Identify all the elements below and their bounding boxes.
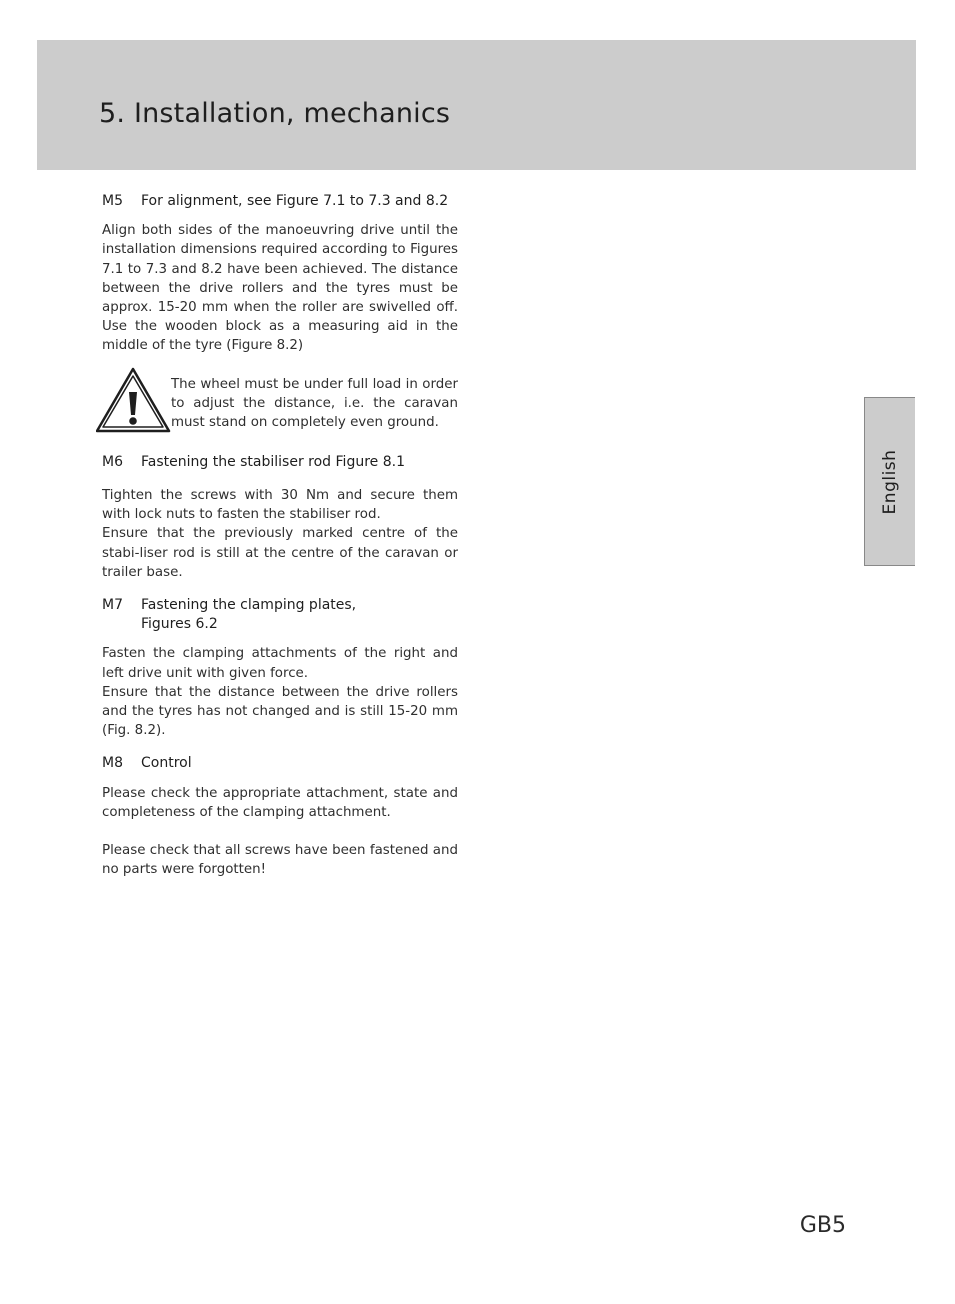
section-title [141, 596, 458, 634]
section-title: Fastening the stabiliser rod Figure 8.1 [141, 453, 405, 470]
m8-body-2: Please check that all screws have been fastened and no parts were forgotten! [102, 843, 458, 878]
m8-body-1: Please check the appropriate attachment, state and completeness of the clamping attachment. [102, 785, 458, 820]
main-content [102, 192, 458, 879]
warning-note [102, 375, 458, 439]
section-title-line-2: Figures 6.2 [141, 616, 218, 633]
m6-body-1: Tighten the screws with 30 Nm and secure them with lock nuts to fasten the stabiliser rod. [102, 488, 458, 523]
m5-body: Align both sides of the manoeuvring drive until the installation dimensions required according to Figures 7.1 to 7.3 and 8.2 have been achieved. The distance between the drive rollers and the tyres must be approx. 15-20 mm when the roller are swivelled off. Use the wooden block as a measuring aid in the middle of the tyre (Figure 8.2) [102, 223, 458, 354]
section-heading-m5 [102, 192, 458, 211]
section-number: M7 [102, 597, 123, 614]
section-heading-m7 [102, 596, 458, 634]
header-band [37, 40, 916, 170]
warning-text: The wheel must be under full load in order to adjust the distance, i.e. the caravan must stand on completely even ground. [171, 376, 458, 431]
page-title: 5. Installation, mechanics [99, 98, 451, 129]
warning-triangle-icon [96, 367, 171, 439]
section-number: M6 [102, 453, 123, 470]
section-heading-m8 [102, 754, 458, 773]
language-tab [864, 397, 915, 566]
m7-body-1: Fasten the clamping attachments of the right and left drive unit with given force. [102, 646, 458, 681]
section-title: For alignment, see Figure 7.1 to 7.3 and 8.2 [141, 193, 449, 209]
section-number: M8 [102, 755, 123, 772]
section-heading-m6 [102, 453, 458, 472]
section-number: M5 [102, 193, 123, 209]
page-number: GB5 [799, 1213, 846, 1238]
section-title: Control [141, 755, 192, 772]
language-label: English [880, 449, 900, 514]
m7-body-2: Ensure that the distance between the drive rollers and the tyres has not changed and is still 15-20 mm (Fig. 8.2). [102, 684, 458, 739]
m6-body-2: Ensure that the previously marked centre of the stabi-liser rod is still at the centre of the caravan or trailer base. [102, 526, 458, 580]
section-title-line-1: Fastening the clamping plates, [141, 597, 357, 614]
